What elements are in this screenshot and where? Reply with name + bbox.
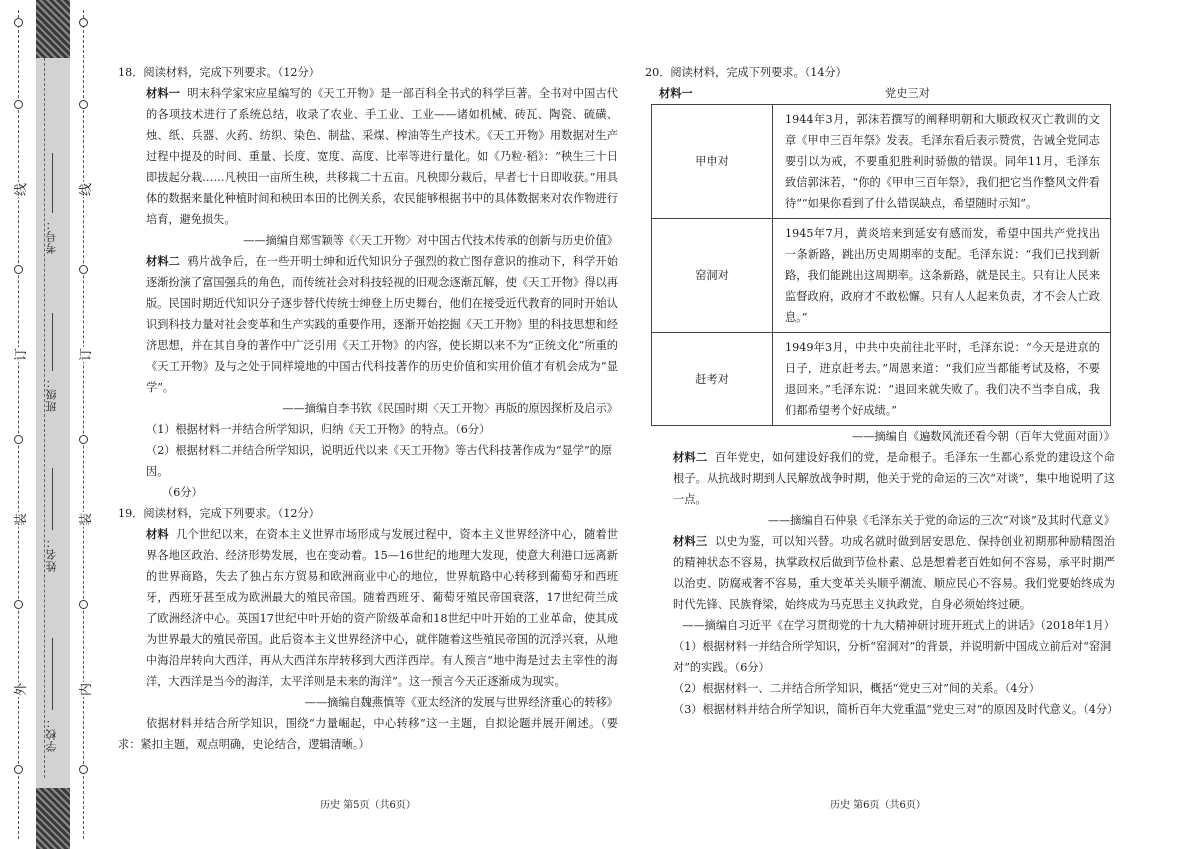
exam-number-field-label: 考号： (45, 218, 58, 254)
binding-char-outer-2: 装 (10, 512, 29, 527)
binding-circle (14, 765, 23, 774)
binding-char-outer-1: 外 (10, 682, 29, 697)
binding-strip (0, 0, 100, 849)
q18-m1-label: 材料一 (146, 86, 181, 100)
school-field-label: 学校： (45, 716, 58, 752)
inner-cut-line (83, 10, 84, 839)
binding-char-inner-2: 装 (75, 512, 94, 527)
q20-material-2 (645, 447, 1115, 510)
q19-task: 依据材料并结合所学知识，围绕“力量崛起，中心转移”这一主题，自拟论题并展开阐述。（要求：紧扣主题，观点明确，史论结合，逻辑清晰。） (118, 717, 618, 751)
q18-title: 18．阅读材料，完成下列要求。（12分） (118, 66, 320, 79)
row-label-yaodong: 窑洞对 (652, 219, 773, 333)
outer-cut-line (18, 10, 19, 839)
row-label-gankao: 赶考对 (652, 333, 773, 426)
q20-title: 20．阅读材料，完成下列要求。（14分） (645, 66, 847, 79)
binding-char-inner-1: 内 (75, 682, 94, 697)
q18-sub-1: （1）根据材料一并结合所学知识，归纳《天工开物》的特点。（6分） (146, 423, 491, 436)
page-5-footer: 历史 第5页（共6页） (320, 800, 416, 811)
binding-circle (14, 100, 23, 109)
binding-circle (14, 435, 23, 444)
q20-table-title: 党史三对 (885, 87, 930, 100)
row-text-jiashen: 1944年3月，郭沫若撰写的阐释明朝和大顺政权灭亡教训的文章《甲申三百年祭》发表。毛泽东看后表示赞赏，告诫全党同志要引以为戒，不要重犯胜利时骄傲的错误。同年11月，毛泽东致信郭沫若，“你的《甲申三百年祭》，我们把它当作整风文件看待”“如果你看到了什么错误缺点，希望随时示知”。 (773, 105, 1111, 219)
binding-hatch-bottom (36, 788, 70, 849)
binding-char-outer-4: 线 (10, 182, 29, 197)
row-label-jiashen: 甲申对 (652, 105, 773, 219)
q18-sub-2-score: （6分） (162, 486, 203, 499)
page-5-column (118, 62, 618, 755)
binding-circle (79, 765, 88, 774)
q18-m2-label: 材料二 (146, 254, 181, 268)
table-row (652, 105, 1111, 219)
q20-m2-cite: ——摘编自石仲泉《毛泽东关于党的命运的三次“对谈”及其时代意义》 (767, 514, 1115, 527)
row-text-gankao: 1949年3月，中共中央前往北平时，毛泽东说：“今天是进京的日子，进京赶考去。”周恩来道：“我们应当都能考试及格，不要退回来。”毛泽东说：“退回来就失败了。我们决不当李自成，我们都希望考个好成绩。” (773, 333, 1111, 426)
school-field-line[interactable] (52, 638, 53, 710)
q19-title: 19．阅读材料，完成下列要求。（12分） (118, 507, 320, 520)
binding-circle (14, 18, 23, 27)
page-6-column (645, 62, 1119, 720)
binding-hatch-top (36, 0, 70, 58)
q18-material-1 (118, 83, 618, 230)
q18-sub-2: （2）根据材料二并结合所学知识，说明近代以来《天工开物》等古代科技著作成为“显学”的原因。 (146, 444, 613, 478)
q19-material (118, 524, 618, 692)
binding-char-inner-4: 线 (75, 182, 94, 197)
q19-m-text: 几个世纪以来，在资本主义世界市场形成与发展过程中，资本主义世界经济中心，随着世界各地区政治、经济形势发展，也在变动着。15—16世纪的地理大发现，使意大利港口远离新的世界商路，失去了独占东方贸易和欧洲商业中心的地位，世界航路中心转移到葡萄牙和西班牙，西班牙甚至成为欧洲最大的殖民帝国。随着西班牙、葡萄牙殖民帝国衰落，17世纪荷兰成了欧洲经济中心。英国17世纪中叶开始的资产阶级革命和18世纪中叶开始的工业革命，使其成为世界最大的殖民帝国。此后资本主义世界经济中心，就伴随着这些殖民帝国的沉浮兴衰，从地中海沿岸转向大西洋，再从大西洋东岸转移到大西洋西岸。有人预言“地中海是过去主宰性的海洋，大西洋是当今的海洋，太平洋则是未来的海洋”。这一预言今天正逐渐成为现实。 (146, 528, 618, 688)
binding-circle (79, 18, 88, 27)
name-field-label: 姓名： (45, 536, 58, 572)
exam-number-field-line[interactable] (52, 153, 53, 213)
q20-sub-1: （1）根据材料一并结合所学知识，分析“窑洞对”的背景，并说明新中国成立前后对“窑洞对”的实践。（6分） (673, 640, 1112, 674)
binding-char-inner-3: 订 (75, 347, 94, 362)
row-text-yaodong: 1945年7月，黄炎培来到延安有感而发，希望中国共产党找出一条新路，跳出历史周期率的支配。毛泽东说：“我们已找到新路，我们能跳出这周期率。这条新路，就是民主。只有让人民来监督政府，政府才不敢松懈。只有人人起来负责，才不会人亡政息。” (773, 219, 1111, 333)
q20-m3-cite: ——摘编自习近平《在学习贯彻党的十九大精神研讨班开班式上的讲话》（2018年1月） (682, 619, 1115, 632)
class-field-label: 班级： (45, 376, 58, 412)
table-row (652, 333, 1111, 426)
party-history-table (651, 104, 1111, 426)
binding-char-outer-3: 订 (10, 347, 29, 362)
name-field-line[interactable] (52, 468, 53, 530)
binding-circle (79, 265, 88, 274)
q20-m1-label: 材料一 (659, 86, 693, 100)
binding-circle (14, 265, 23, 274)
class-field-line[interactable] (52, 313, 53, 371)
q20-sub-2: （2）根据材料一、二并结合所学知识，概括“党史三对”间的关系。（4分） (673, 682, 1040, 695)
q18-m2-cite: ——摘编自李书钦《民国时期〈天工开物〉再版的原因探析及启示》 (282, 402, 618, 415)
binding-circle (79, 435, 88, 444)
q19-m-cite: ——摘编自魏燕慎等《亚太经济的发展与世界经济重心的转移》 (304, 696, 618, 709)
binding-circle (14, 600, 23, 609)
q20-m3-label: 材料三 (673, 534, 708, 548)
q18-m1-text: 明末科学家宋应星编写的《天工开物》是一部百科全书式的科学巨著。全书对中国古代的各项技术进行了系统总结，收录了农业、手工业、工业——诸如机械、砖瓦、陶瓷、硫磺、烛、纸、兵器、火药、纺织、染色、制盐、采煤、榨油等生产技术。《天工开物》用数据对生产过程中提及的时间、重量、长度、宽度、高度、比率等进行量化。如《乃粒·稻》：“秧生三十日即拔起分栽……凡秧田一亩所生秧，共移栽二十五亩。凡秧即分栽后，早者七十日即收获。”用具体的数据来量化种植时间和秧田本田的比例关系，农民能够根据书中的具体数据来对农作物进行培育，避免损失。 (146, 87, 618, 226)
binding-circle (79, 100, 88, 109)
q18-material-2 (118, 251, 618, 398)
q20-sub-3: （3）根据材料并结合所学知识，简析百年大党重温“党史三对”的原因及时代意义。（4分） (673, 703, 1119, 716)
q20-m3-text: 以史为鉴，可以知兴替。功成名就时做到居安思危、保持创业初期那种励精图治的精神状态不容易，执掌政权后做到节俭朴素、总是想着老百姓如何不容易，承平时期严以治吏、防腐戒奢不容易，重大变革关头顺乎潮流、顺应民心不容易。我们党要始终成为时代先锋、民族脊梁，始终成为马克思主义执政党，自身必须始终过硬。 (673, 535, 1115, 611)
page-6-footer: 历史 第6页（共6页） (830, 800, 926, 811)
q18-m1-cite: ——摘编自郑雪颖等《〈天工开物〉对中国古代技术传承的创新与历史价值》 (243, 234, 618, 247)
q20-m1-cite: ——摘编自《遍数风流还看今朝（百年大党面对面）》 (852, 430, 1115, 443)
q20-m2-label: 材料二 (673, 450, 708, 464)
table-row (652, 219, 1111, 333)
binding-circle (79, 600, 88, 609)
q20-material-3 (645, 531, 1115, 615)
q18-m2-text: 鸦片战争后，在一些开明士绅和近代知识分子强烈的救亡图存意识的推动下，科学开始逐渐扮演了富国强兵的角色，而传统社会对科技轻视的旧观念逐渐瓦解，使《天工开物》得以再版。民国时期近代知识分子逐步替代传统士绅登上历史舞台，他们在接受近代教育的同时开始认识到科技力量对社会变革和生产实践的重要作用，逐渐开始挖掘《天工开物》里的科技思想和经济思想，并在其自身的著作中广泛引用《天工开物》的内容，使长期以来不为“正统文化”所重的《天工开物》及与之处于同样境地的中国古代科技著作的历史价值和实用价值才有机会成为“显学”。 (146, 255, 618, 394)
q19-m-label: 材料 (146, 527, 169, 541)
q20-m2-text: 百年党史，如何建设好我们的党，是命根子。毛泽东一生都心系党的建设这个命根子。从抗战时期到人民解放战争时期，他关于党的命运的三次“对谈”，集中地说明了这一点。 (673, 451, 1115, 506)
